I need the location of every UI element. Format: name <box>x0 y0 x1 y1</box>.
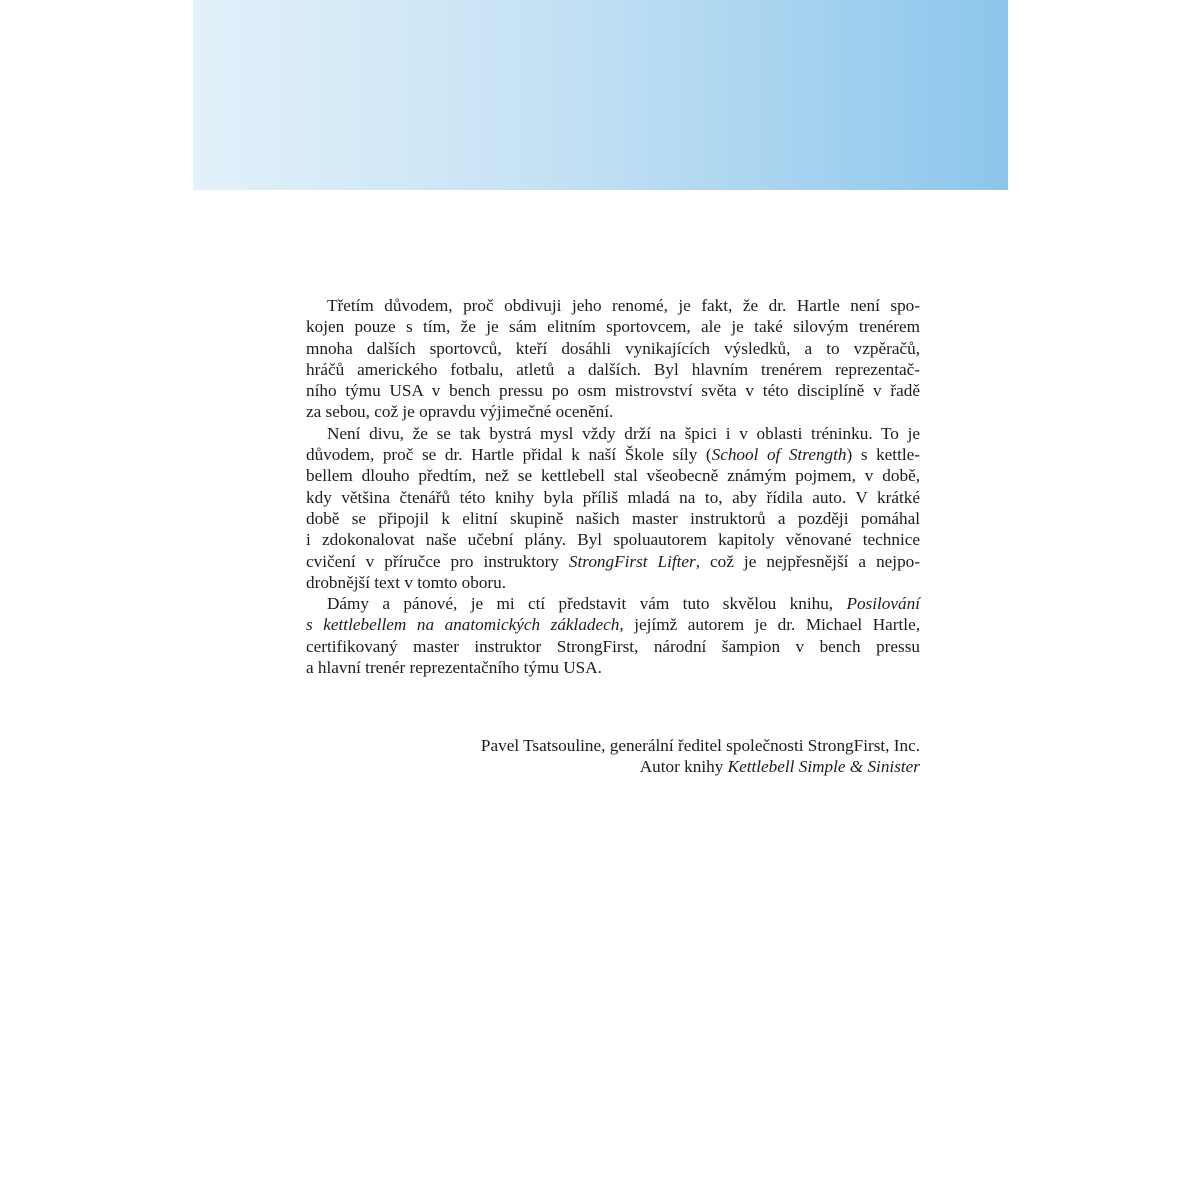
text-line: Není divu, že se tak bystrá mysl vždy drží na špici i v oblasti tréninku. To je <box>327 423 920 443</box>
text-line: kojen pouze s tím, že je sám elitním sportovcem, ale je také silovým trenérem <box>306 317 920 337</box>
text-line: mnoha dalších sportovců, kteří dosáhli vynikajících výsledků, a to vzpěračů, <box>306 338 920 358</box>
text-line: s kettlebellem na anatomických základech, jejímž autorem je dr. Michael Hartle, <box>306 615 920 635</box>
book-title-school-of-strength: School of Strength <box>711 445 847 465</box>
book-title-strongfirst-lifter: StrongFirst Lifter <box>568 551 696 571</box>
book-title-posilovani-cont: s kettlebellem na anatomických základech <box>306 615 620 635</box>
text-line: a hlavní trenér reprezentačního týmu USA. <box>306 658 602 678</box>
text-line: za sebou, což je opravdu výjimečné ocenění. <box>306 402 614 422</box>
signature-block <box>306 735 920 778</box>
signature-book: Autor knihy Kettlebell Simple & Sinister <box>639 757 920 777</box>
book-title-kettlebell-simple-sinister: Kettlebell Simple & Sinister <box>727 757 920 777</box>
text-line: kdy většina čtenářů této knihy byla příliš mladá na to, aby řídila auto. V krátké <box>306 487 920 507</box>
text-line: důvodem, proč se dr. Hartle přidal k naší Škole síly (School of Strength) s kettle- <box>306 445 920 465</box>
text-line: době se připojil k elitní skupině našich master instruktorů a později pomáhal <box>306 508 920 528</box>
foreword-text <box>306 295 920 678</box>
text-line: Dámy a pánové, je mi ctí představit vám tuto skvělou knihu, Posilování <box>327 594 920 614</box>
text-line: drobnější text v tomto oboru. <box>306 572 507 592</box>
book-title-posilovani: Posilování <box>846 594 920 614</box>
header-color-band <box>193 0 1008 190</box>
text-line: hráčů amerického fotbalu, atletů a dalších. Byl hlavním trenérem reprezentač- <box>306 359 920 379</box>
text-line: Třetím důvodem, proč obdivuji jeho renomé, je fakt, že dr. Hartle není spo- <box>327 296 920 315</box>
signature-author: Pavel Tsatsouline, generální ředitel společnosti StrongFirst, Inc. <box>480 736 920 755</box>
text-line: i zdokonalovat naše učební plány. Byl spoluautorem kapitoly věnované technice <box>306 530 920 550</box>
text-line: certifikovaný master instruktor StrongFirst, národní šampion v bench pressu <box>306 636 920 656</box>
text-line: cvičení v příručce pro instruktory StrongFirst Lifter, což je nejpřesnější a nejpo- <box>306 551 920 571</box>
text-line: ního týmu USA v bench pressu po osm mistrovství světa v této disciplíně v řadě <box>306 381 920 401</box>
text-line: bellem dlouho předtím, než se kettlebell stal všeobecně známým pojmem, v době, <box>306 466 920 486</box>
